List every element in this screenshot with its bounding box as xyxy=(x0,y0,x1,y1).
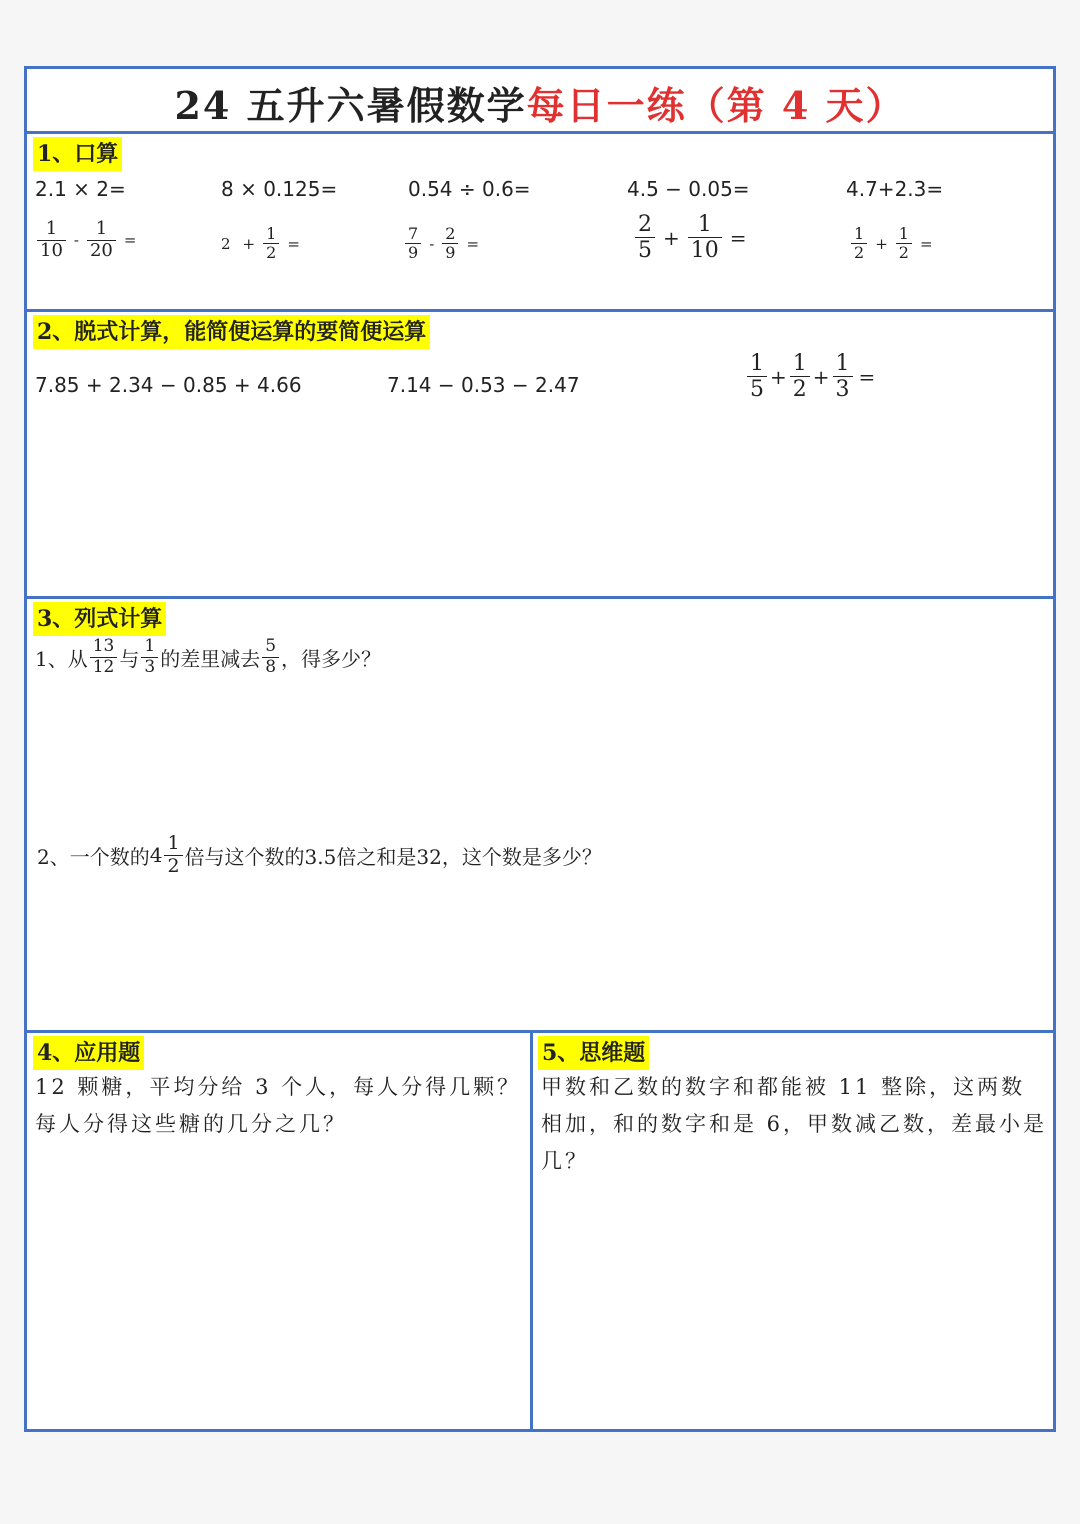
section1-header: 1、口算 xyxy=(33,137,122,171)
section5-header: 5、思维题 xyxy=(538,1036,649,1070)
step-calc-2: 7.14 − 0.53 − 2.47 xyxy=(387,373,580,397)
fraction-calc-1: $\frac{1}{10}$ - $\frac{1}{20}$ = xyxy=(35,219,142,261)
question-3-1: 1、从 $\frac{13}{12}$ 与 $\frac{1}{3}$ 的差里减去 $\frac{5}{8}$ ，得多少？ xyxy=(35,636,382,677)
section3-header: 3、列式计算 xyxy=(33,602,166,636)
mental-calc-4: 4.5 − 0.05= xyxy=(627,177,750,201)
divider xyxy=(27,131,1053,134)
question-3-2: 2、一个数的4 $\frac{1}{2}$ 倍与这个数的3.5倍之和是32，这个数是多少？ xyxy=(37,832,602,877)
section4-header: 4、应用题 xyxy=(33,1036,144,1070)
fraction-calc-2: 2 + $\frac{1}{2}$ = xyxy=(221,224,300,263)
divider xyxy=(27,309,1053,312)
mental-calc-3: 0.54 ÷ 0.6= xyxy=(408,177,531,201)
divider xyxy=(27,1030,1053,1033)
fraction-calc-4: $\frac{2}{5}$ + $\frac{1}{10}$ = xyxy=(633,212,753,264)
mental-calc-1: 2.1 × 2= xyxy=(35,177,126,201)
mental-calc-2: 8 × 0.125= xyxy=(221,177,338,201)
fraction-calc-5: $\frac{1}{2}$ + $\frac{1}{2}$ = xyxy=(849,225,939,263)
section2-header: 2、脱式计算，能简便运算的要简便运算 xyxy=(33,315,430,349)
step-calc-1: 7.85 + 2.34 − 0.85 + 4.66 xyxy=(35,373,302,397)
fraction-calc-3: $\frac{7}{9}$ - $\frac{2}{9}$ = xyxy=(403,225,485,263)
application-question: 12 颗糖，平均分给 3 个人，每人分得几颗？每人分得这些糖的几分之几？ xyxy=(35,1075,522,1136)
divider xyxy=(27,596,1053,599)
thinking-question: 甲数和乙数的数字和都能被 11 整除，这两数相加，和的数字和是 6，甲数减乙数，差最小是几？ xyxy=(541,1075,1048,1173)
mental-calc-5: 4.7+2.3= xyxy=(846,177,944,201)
column-divider xyxy=(530,1030,533,1429)
title-highlight: 每日一练（第 4 天） xyxy=(526,83,906,128)
worksheet xyxy=(24,66,1056,1432)
page-title xyxy=(27,75,1053,130)
step-calc-3: $\frac{1}{5}$ + $\frac{1}{2}$ + $\frac{1}{3}$ = xyxy=(745,351,879,403)
title-main: 24 五升六暑假数学 xyxy=(174,83,527,128)
